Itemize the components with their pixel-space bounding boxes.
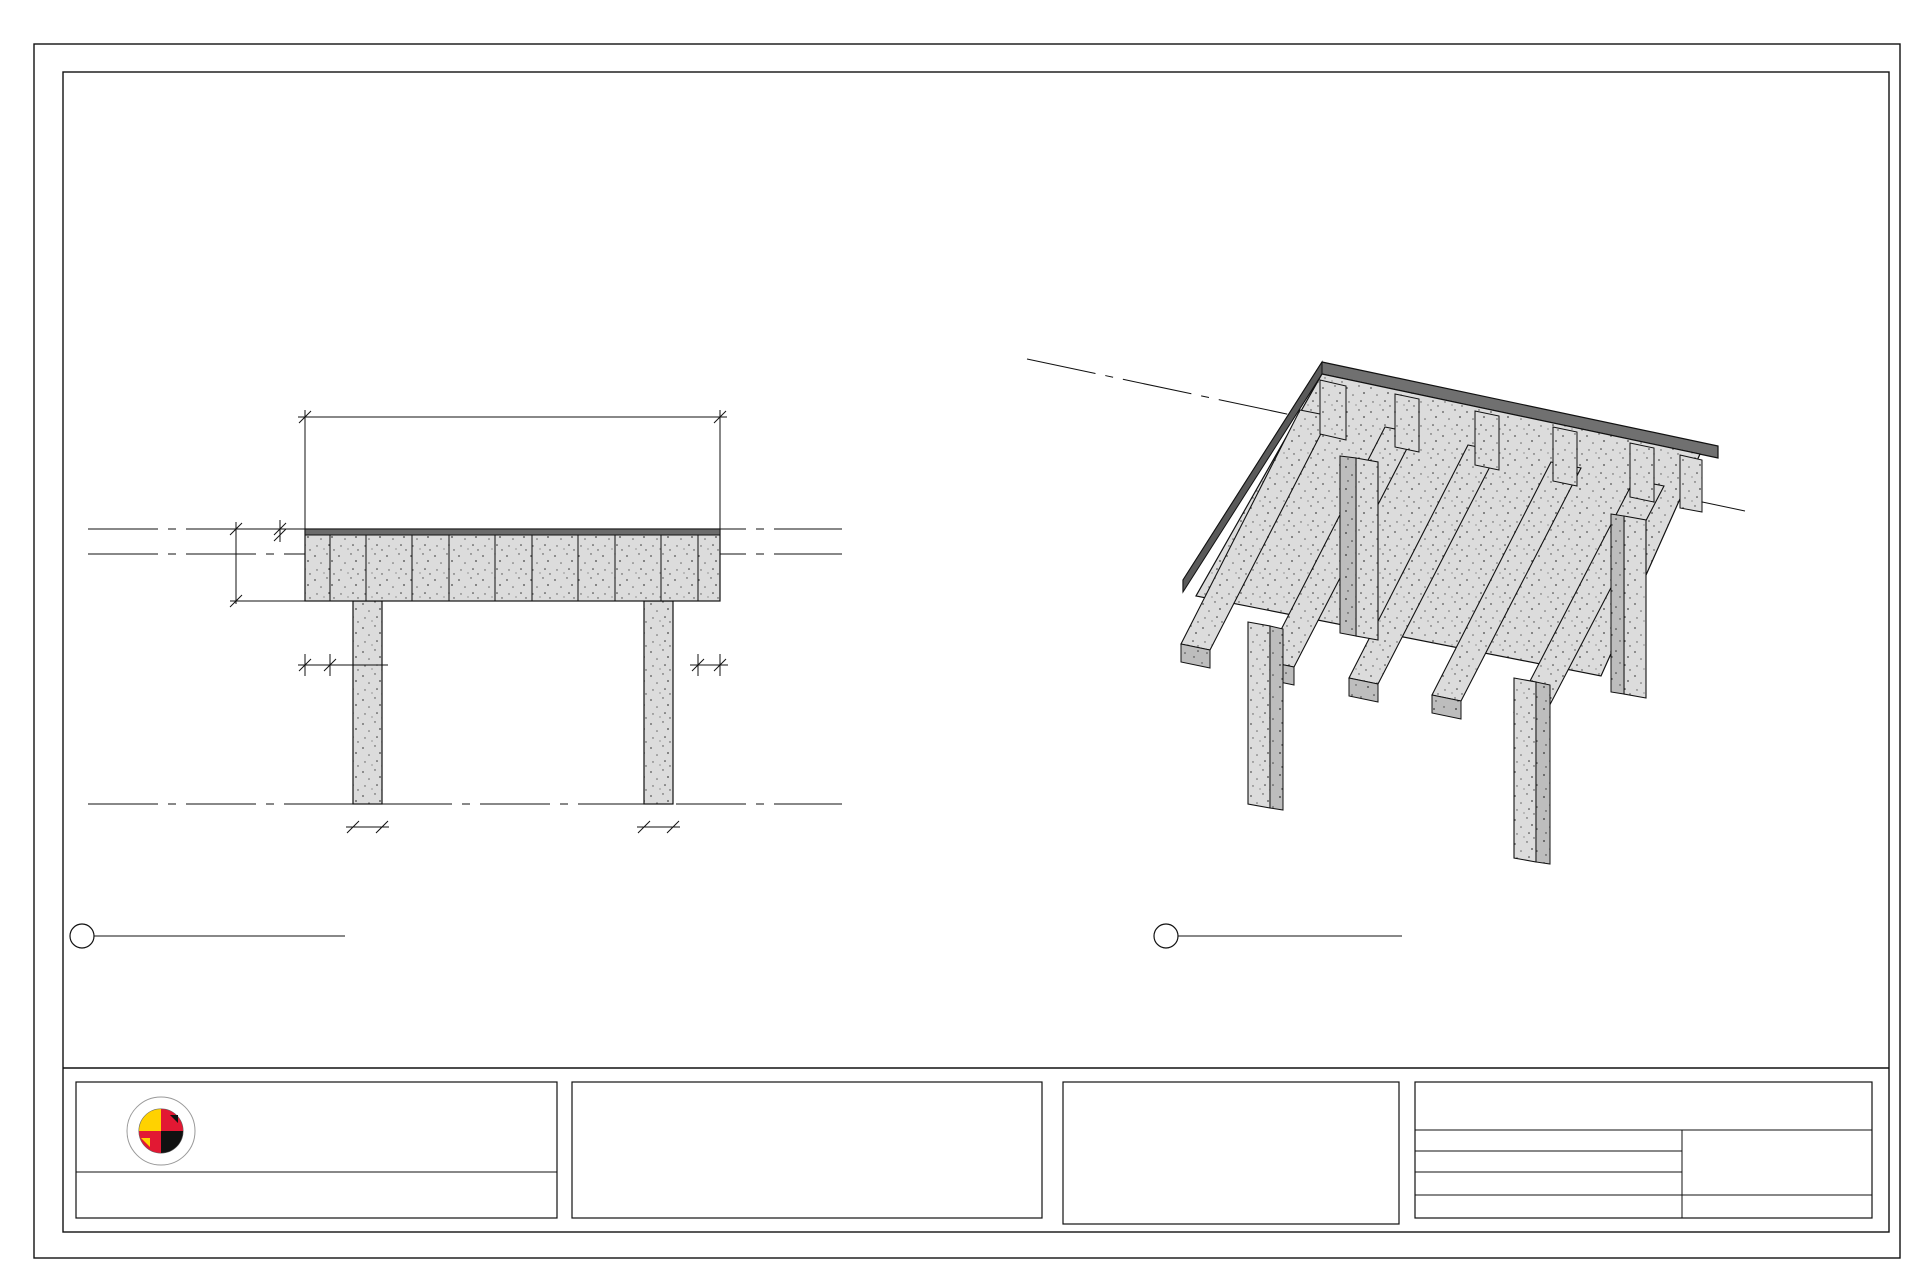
- axon-rib: [1553, 427, 1577, 486]
- axon-column: [1624, 516, 1646, 698]
- axon-column: [1270, 626, 1283, 810]
- axon-rib: [1395, 394, 1419, 452]
- slab: [305, 529, 720, 535]
- axon-rib: [1475, 411, 1499, 470]
- axon-column: [1611, 514, 1624, 694]
- axon-view: [1027, 359, 1745, 948]
- axon-column: [1514, 678, 1536, 862]
- beam-band: [305, 529, 720, 601]
- axon-rib: [1320, 380, 1346, 440]
- axon-column: [1536, 682, 1550, 864]
- axon-rib: [1630, 443, 1654, 502]
- axon-column: [1356, 458, 1378, 640]
- revisions-table: [1063, 1082, 1399, 1224]
- column-right: [644, 601, 673, 804]
- axon-column: [1248, 622, 1270, 808]
- column-left: [353, 601, 382, 804]
- sheet-info-box: [1415, 1082, 1872, 1218]
- view-number-circle: [1154, 924, 1178, 948]
- elevation-view: [70, 410, 842, 948]
- university-seal-icon: [127, 1097, 195, 1165]
- axon-column: [1340, 456, 1356, 636]
- view-number-circle: [70, 924, 94, 948]
- course-box: [572, 1082, 1042, 1218]
- axon-rib: [1680, 455, 1702, 512]
